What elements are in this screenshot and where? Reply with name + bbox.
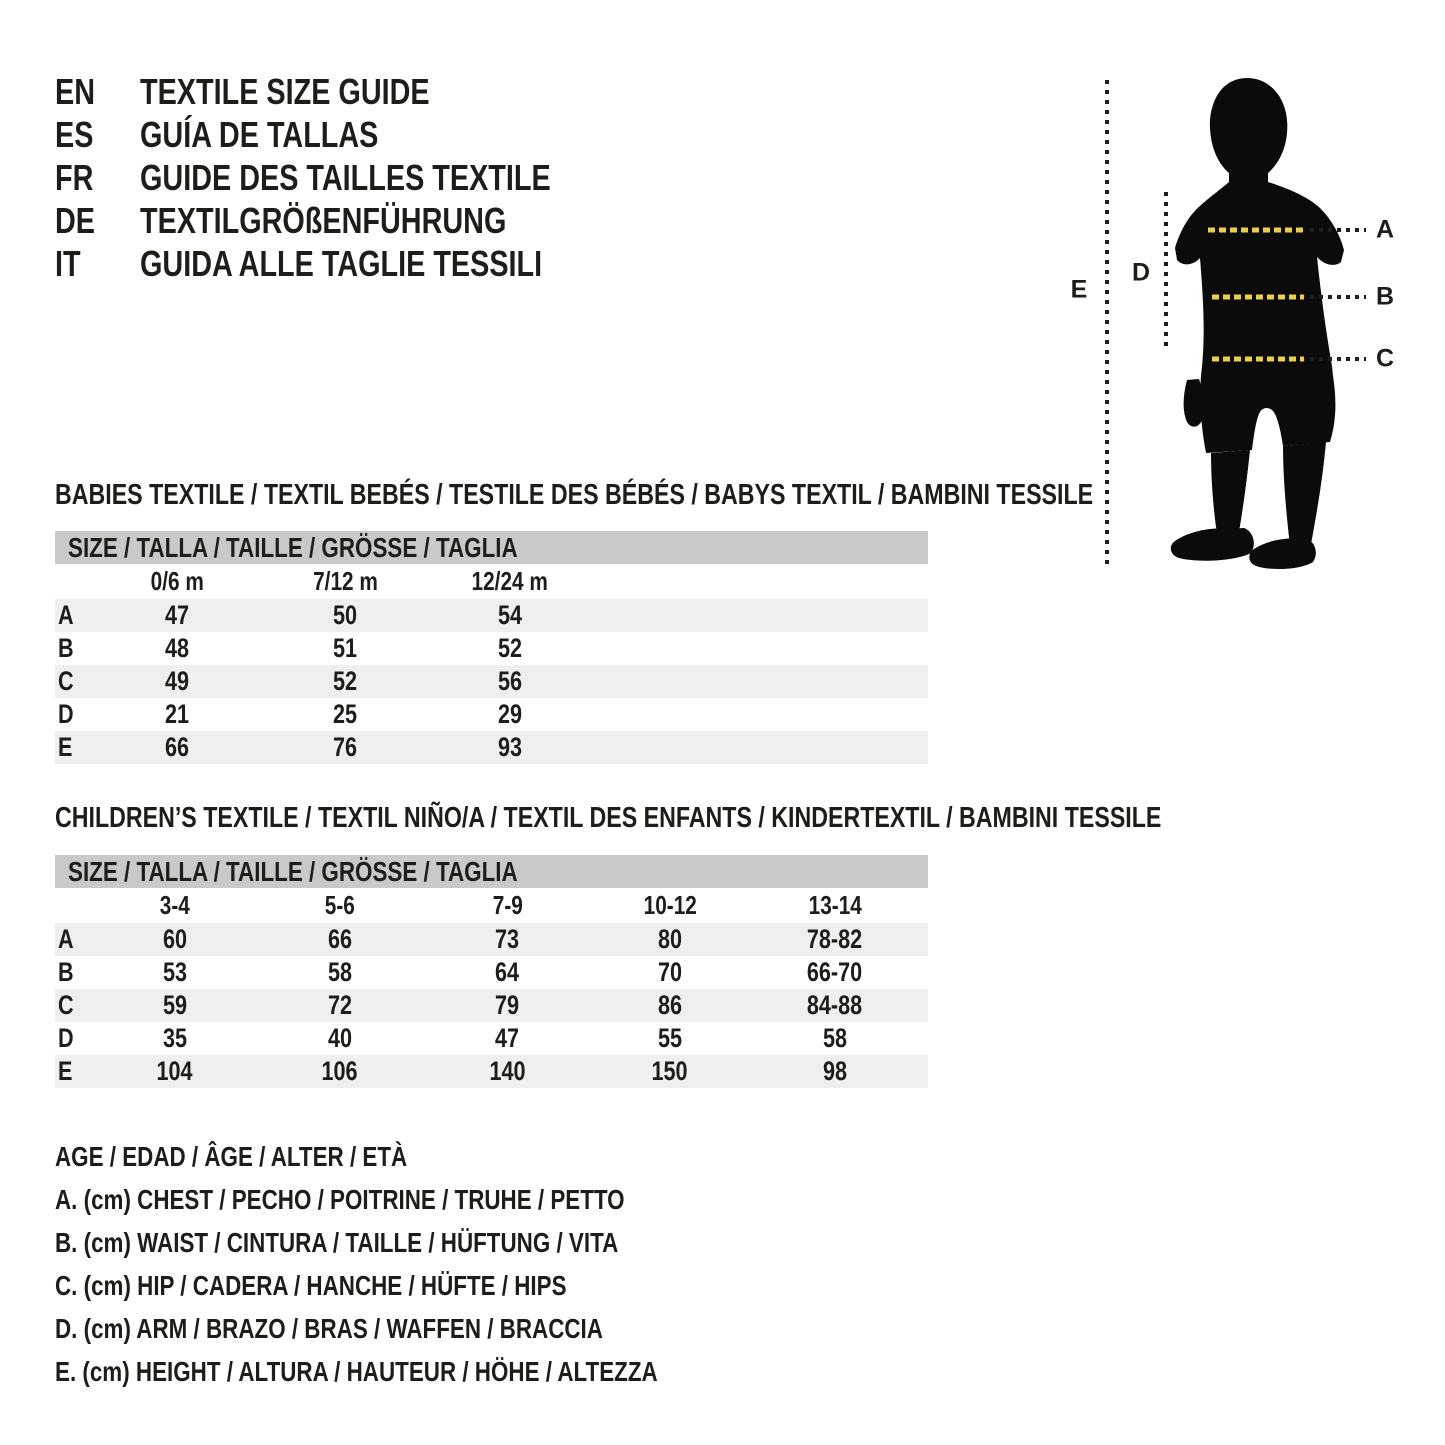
language-row bbox=[55, 70, 653, 113]
child-silhouette-graphic bbox=[1040, 60, 1445, 600]
column-header: 12/24 m bbox=[471, 566, 549, 596]
cell: 52 bbox=[497, 633, 523, 663]
cell: 47 bbox=[495, 1023, 520, 1053]
table-row bbox=[55, 923, 928, 956]
row-label: D bbox=[58, 1023, 74, 1053]
column-header: 10-12 bbox=[643, 890, 697, 920]
column-header: 3-4 bbox=[159, 890, 191, 920]
cell: 53 bbox=[162, 957, 188, 987]
figure-label-b: B bbox=[1375, 282, 1395, 311]
column-header: 5-6 bbox=[324, 890, 356, 920]
children-size-table bbox=[55, 855, 928, 1088]
language-row bbox=[55, 156, 653, 199]
cell: 55 bbox=[657, 1023, 683, 1053]
cell: 29 bbox=[497, 699, 523, 729]
babies-heading: BABIES TEXTILE / TEXTIL BEBÉS / TESTILE DES BÉBÉS / BABYS TEXTIL / BAMBINI TESSILE bbox=[55, 479, 1094, 511]
legend-line-hip: C. (cm) HIP / CADERA / HANCHE / HÜFTE / HIPS bbox=[55, 1269, 567, 1301]
row-label: B bbox=[58, 957, 74, 987]
language-row bbox=[55, 199, 653, 242]
table-row bbox=[55, 698, 928, 731]
language-code: DE bbox=[55, 199, 96, 241]
row-label: B bbox=[58, 633, 74, 663]
table-row bbox=[55, 956, 928, 989]
cell: 47 bbox=[165, 600, 190, 630]
language-code: FR bbox=[55, 156, 94, 198]
language-code: IT bbox=[55, 242, 81, 284]
size-header-bar: SIZE / TALLA / TAILLE / GRÖSSE / TAGLIA bbox=[55, 855, 928, 888]
cell: 98 bbox=[822, 1056, 848, 1086]
cell: 79 bbox=[495, 990, 520, 1020]
row-label: A bbox=[58, 924, 74, 954]
table-row bbox=[55, 1055, 928, 1088]
table-row bbox=[55, 731, 928, 764]
language-title: GUÍA DE TALLAS bbox=[140, 113, 379, 155]
cell: 64 bbox=[495, 957, 520, 987]
cell: 140 bbox=[489, 1056, 526, 1086]
column-header-row bbox=[55, 888, 928, 923]
column-header: 13-14 bbox=[808, 890, 862, 920]
cell: 78-82 bbox=[807, 924, 863, 954]
language-title: TEXTILGRÖßENFÜHRUNG bbox=[140, 199, 507, 241]
row-label: C bbox=[58, 666, 74, 696]
babies-size-table bbox=[55, 531, 928, 764]
cell: 66-70 bbox=[807, 957, 863, 987]
cell: 73 bbox=[495, 924, 520, 954]
cell: 54 bbox=[497, 600, 523, 630]
cell: 59 bbox=[162, 990, 188, 1020]
table-row bbox=[55, 632, 928, 665]
table-row bbox=[55, 665, 928, 698]
table-row bbox=[55, 989, 928, 1022]
cell: 60 bbox=[162, 924, 188, 954]
language-code: ES bbox=[55, 113, 94, 155]
cell: 56 bbox=[497, 666, 523, 696]
cell: 66 bbox=[327, 924, 353, 954]
cell: 50 bbox=[332, 600, 358, 630]
cell: 66 bbox=[165, 732, 190, 762]
cell: 84-88 bbox=[807, 990, 863, 1020]
cell: 25 bbox=[332, 699, 358, 729]
figure-label-c: C bbox=[1375, 344, 1395, 373]
cell: 70 bbox=[657, 957, 683, 987]
cell: 58 bbox=[822, 1023, 848, 1053]
cell: 49 bbox=[165, 666, 190, 696]
legend-line-chest: A. (cm) CHEST / PECHO / POITRINE / TRUHE / PETTO bbox=[55, 1183, 625, 1215]
cell: 104 bbox=[156, 1056, 194, 1086]
cell: 35 bbox=[162, 1023, 188, 1053]
table-row bbox=[55, 599, 928, 632]
legend-line-arm: D. (cm) ARM / BRAZO / BRAS / WAFFEN / BRACCIA bbox=[55, 1312, 603, 1344]
legend-line-age: AGE / EDAD / ÂGE / ALTER / ETÀ bbox=[55, 1140, 408, 1172]
cell: 80 bbox=[657, 924, 683, 954]
language-title: TEXTILE SIZE GUIDE bbox=[140, 70, 430, 112]
children-heading: CHILDREN’S TEXTILE / TEXTIL NIÑO/A / TEXTIL DES ENFANTS / KINDERTEXTIL / BAMBINI TESSILE bbox=[55, 802, 1162, 834]
language-title-block bbox=[55, 70, 653, 285]
figure-label-e: E bbox=[1070, 275, 1088, 304]
column-header: 7-9 bbox=[492, 890, 523, 920]
figure-label-a: A bbox=[1375, 215, 1395, 244]
cell: 51 bbox=[332, 633, 358, 663]
cell: 93 bbox=[497, 732, 523, 762]
cell: 58 bbox=[327, 957, 353, 987]
language-row bbox=[55, 242, 653, 285]
row-label: A bbox=[58, 600, 74, 630]
cell: 21 bbox=[165, 699, 190, 729]
cell: 52 bbox=[332, 666, 358, 696]
table-row bbox=[55, 1022, 928, 1055]
column-header-row bbox=[55, 564, 928, 599]
column-header: 7/12 m bbox=[312, 566, 378, 596]
cell: 86 bbox=[657, 990, 683, 1020]
cell: 72 bbox=[327, 990, 353, 1020]
legend-line-waist: B. (cm) WAIST / CINTURA / TAILLE / HÜFTUNG / VITA bbox=[55, 1226, 619, 1258]
legend-line-height: E. (cm) HEIGHT / ALTURA / HAUTEUR / HÖHE / ALTEZZA bbox=[55, 1355, 658, 1387]
size-header-bar: SIZE / TALLA / TAILLE / GRÖSSE / TAGLIA bbox=[55, 531, 928, 564]
language-row bbox=[55, 113, 653, 156]
column-header: 0/6 m bbox=[150, 566, 205, 596]
figure-label-d: D bbox=[1131, 258, 1151, 287]
cell: 48 bbox=[165, 633, 190, 663]
row-label: E bbox=[58, 732, 73, 762]
language-title: GUIDA ALLE TAGLIE TESSILI bbox=[140, 242, 543, 284]
row-label: E bbox=[58, 1056, 73, 1086]
language-title: GUIDE DES TAILLES TEXTILE bbox=[140, 156, 551, 198]
measurement-legend bbox=[55, 1135, 808, 1393]
cell: 150 bbox=[651, 1056, 689, 1086]
cell: 76 bbox=[332, 732, 358, 762]
cell: 40 bbox=[327, 1023, 353, 1053]
row-label: D bbox=[58, 699, 74, 729]
row-label: C bbox=[58, 990, 74, 1020]
measurement-figure bbox=[1040, 60, 1445, 600]
language-code: EN bbox=[55, 70, 96, 112]
cell: 106 bbox=[321, 1056, 359, 1086]
